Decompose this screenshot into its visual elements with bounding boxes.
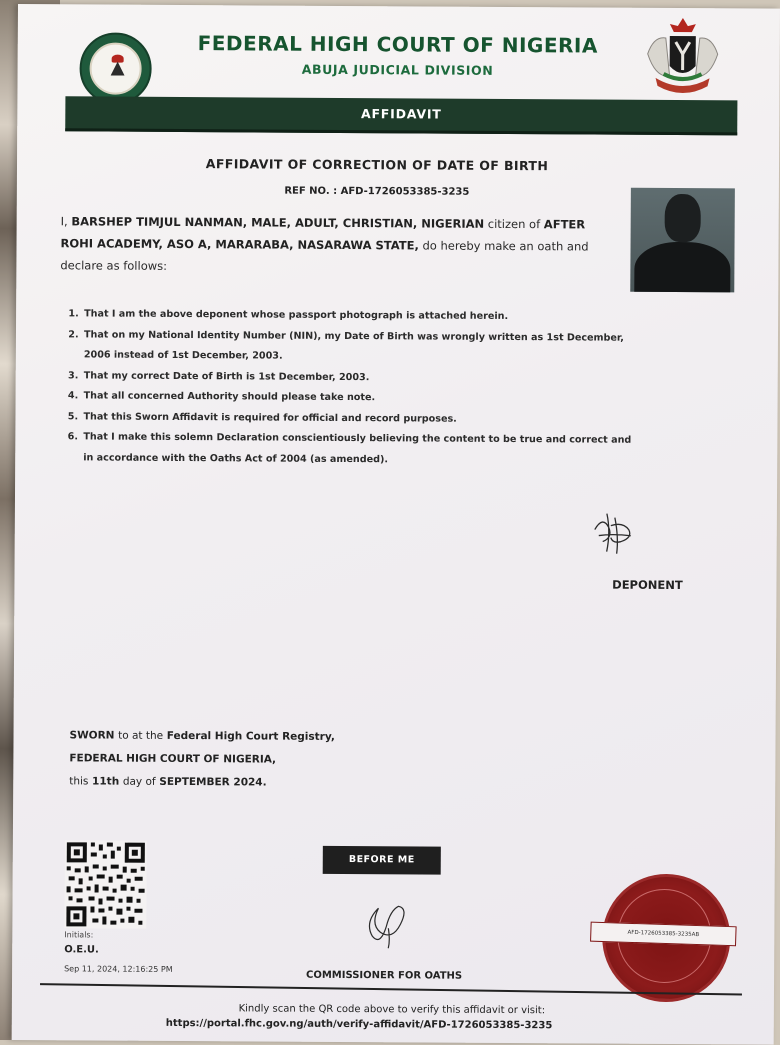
commissioner-signature <box>358 896 410 952</box>
clause-item: 6. That I make this solemn Declaration conscientiously believing the content to be true and correct and in accordance with the Oaths Act of 2004 (as amended). <box>81 427 641 471</box>
deponent-address: AFTER ROHI ACADEMY, ASO A, MARARABA, NASARAWA STATE, <box>60 217 586 253</box>
reference-number: REF NO. : AFD-1726053385-3235 <box>284 185 470 198</box>
document-title: AFFIDAVIT OF CORRECTION OF DATE OF BIRTH <box>205 156 549 174</box>
coat-of-arms-icon <box>639 14 725 97</box>
affidavit-page <box>12 4 780 1045</box>
sworn-block <box>69 724 429 795</box>
intro-pronoun: I, <box>60 214 68 229</box>
deponent-signature <box>589 507 637 559</box>
sworn-month-year: SEPTEMBER 2024. <box>159 775 267 789</box>
passport-photo <box>630 188 735 293</box>
sworn-court: FEDERAL HIGH COURT OF NIGERIA, <box>69 752 277 766</box>
clause-list <box>59 304 642 472</box>
before-me-label: BEFORE ME <box>323 846 441 875</box>
division-name: ABUJA JUDICIAL DIVISION <box>301 61 494 78</box>
affidavit-banner: AFFIDAVIT <box>65 96 737 135</box>
sworn-this: this <box>69 775 89 788</box>
clause-item: 5. That this Sworn Affidavit is required for official and record purposes. <box>81 407 641 431</box>
court-seal-icon <box>79 32 151 104</box>
clause-item: 2. That on my National Identity Number (NIN), my Date of Birth was wrongly written as 1st December, 2006 instead of 1st December, 2003. <box>82 325 642 369</box>
intro-closing: do hereby make an oath and declare as follows: <box>60 238 589 273</box>
verification-link[interactable]: https://portal.fhc.gov.ng/auth/verify-affidavit/AFD-1726053385-3235 <box>165 1017 553 1032</box>
stamp-reference: AFD-1726053385-3235AB <box>590 922 737 947</box>
sworn-registry: Federal High Court Registry, <box>166 729 335 743</box>
sworn-word: SWORN <box>69 729 115 742</box>
clause-item: 1. That I am the above deponent whose passport photograph is attached herein. <box>82 304 642 328</box>
intro-paragraph <box>60 210 612 279</box>
commissioner-label: COMMISSIONER FOR OATHS <box>305 969 463 982</box>
timestamp: Sep 11, 2024, 12:16:25 PM <box>64 964 173 974</box>
sworn-at-the: to at the <box>118 729 164 742</box>
footer-note: Kindly scan the QR code above to verify this affidavit or visit: <box>238 1003 546 1017</box>
clause-item: 4. That all concerned Authority should please take note. <box>82 386 642 410</box>
initials-value: O.E.U. <box>64 944 99 956</box>
intro-citizen-of: citizen of <box>487 216 541 232</box>
deponent-details: BARSHEP TIMJUL NANMAN, MALE, ADULT, CHRISTIAN, NIGERIAN <box>71 214 485 231</box>
deponent-label: DEPONENT <box>612 577 683 593</box>
court-name: FEDERAL HIGH COURT OF NIGERIA <box>197 31 598 58</box>
clause-item: 3. That my correct Date of Birth is 1st December, 2003. <box>82 366 642 390</box>
initials-label: Initials: <box>64 930 94 940</box>
sworn-day-of: day of <box>122 775 156 788</box>
sworn-day: 11th <box>92 775 120 788</box>
qr-code[interactable] <box>64 840 147 928</box>
